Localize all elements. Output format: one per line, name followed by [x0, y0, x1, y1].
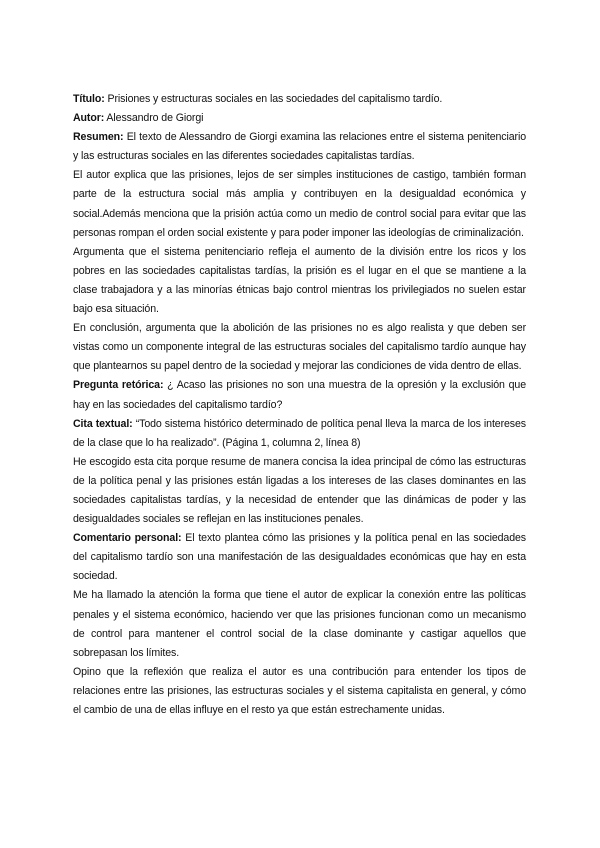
- question-paragraph: [73, 376, 526, 414]
- body-paragraph-6: Opino que la reflexión que realiza el autor es una contribución para entender los tipos de relaciones entre las prisiones, las estructuras sociales y el sistema capitalista en general, y cómo el cambio de una de ellas influye en el resto ya que están estrechamente unidas.: [73, 665, 526, 716]
- body-paragraph-1: El autor explica que las prisiones, lejos de ser simples instituciones de castigo, también forman parte de la estructura social más amplia y contribuyen en la desigualdad económica y social.Además menciona que la prisión actúa como un medio de control social para evitar que las personas rompan el orden social existente y para poder imponer las ideologías de criminalización.: [73, 169, 526, 239]
- author-line: [73, 109, 526, 128]
- title-label: Título:: [73, 93, 105, 105]
- question-text: ¿ Acaso las prisiones no son una muestra de la opresión y la exclusión que hay en las sociedades del capitalismo tardío?: [73, 379, 526, 411]
- comment-label: Comentario personal:: [73, 532, 182, 545]
- title-line: [73, 90, 526, 109]
- body-paragraph-3: En conclusión, argumenta que la abolición de las prisiones no es algo realista y que deben ser vistas como un componente integral de las estructuras sociales del capitalismo tardío aunque hay que plantearnos su papel dentro de la sociedad y mejorar las condiciones de vida dentro de ellas.: [73, 322, 526, 373]
- quote-text: “Todo sistema histórico determinado de política penal lleva la marca de los intereses de la clase que lo ha realizado”. (Página 1, columna 2, línea 8): [73, 417, 526, 449]
- document-body: [73, 90, 526, 720]
- body-paragraph-4: He escogido esta cita porque resume de manera concisa la idea principal de cómo las estructuras de la política penal y las prisiones están ligadas a los intereses de las clases dominantes en las sociedades capitalistas tardías, y la necesidad de entender que las dinámicas de poder y las desigualdades sociales se reflejan en las instituciones penales.: [73, 455, 526, 526]
- quote-label: Cita textual:: [73, 417, 133, 430]
- author-label: Autor:: [73, 112, 105, 125]
- title-value: Prisiones y estructuras sociales en las sociedades del capitalismo tardío.: [104, 93, 443, 105]
- summary-paragraph: [73, 128, 526, 166]
- author-value: Alessandro de Giorgi: [104, 112, 204, 125]
- summary-label: Resumen:: [73, 131, 124, 144]
- comment-paragraph: [73, 529, 526, 586]
- question-label: Pregunta retórica:: [73, 379, 164, 392]
- body-paragraph-5: Me ha llamado la atención la forma que tiene el autor de explicar la conexión entre las políticas penales y el sistema económico, haciendo ver que las prisiones funcionan como un mecanismo de control para mantener el control social de la clase dominante y castigar aquellos que sobrepasan los límites.: [73, 589, 526, 659]
- quote-paragraph: [73, 415, 526, 453]
- body-paragraph-2: Argumenta que el sistema penitenciario refleja el aumento de la división entre los ricos y los pobres en las sociedades capitalistas tardías, la prisión es el lugar en el que se mantiene a la clase trabajadora y a las minorías étnicas bajo control mientras los privilegiados no suelen estar bajo esa situación.: [73, 245, 526, 316]
- comment-text: El texto plantea cómo las prisiones y la política penal en las sociedades del capitalismo tardío son una manifestación de las desigualdades económicas que hay en esta sociedad.: [73, 532, 526, 583]
- summary-text: El texto de Alessandro de Giorgi examina las relaciones entre el sistema penitenciario y las estructuras sociales en las diferentes sociedades capitalistas tardías.: [73, 131, 526, 163]
